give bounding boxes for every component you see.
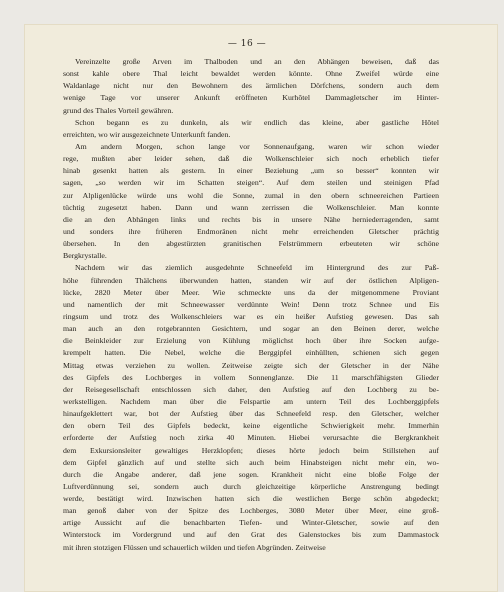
text-line: des Gipfels des Lochberges in vollem Sonnenglanze. Die 11 marschfähigsten Glieder bbox=[63, 372, 439, 382]
body-text bbox=[63, 56, 439, 554]
text-line: dem Gipfel gänzlich auf und stellte sich auch beim Hinabsteigen nicht mehr ein, wo- bbox=[63, 457, 439, 467]
text-line: werde, bestätigt wird. Inzwischen hatten sich die westlichen Berge schön abgedeckt; bbox=[63, 494, 439, 504]
text-line: sonst kahle obere Thal leicht bewaldet werden könnte. Ohne Zweifel würde eine bbox=[63, 69, 439, 79]
paragraph bbox=[63, 56, 439, 117]
text-line: grund des Thales Vorteil gewähren. bbox=[63, 105, 174, 115]
text-line: und namentlich der mit Schneewasser verdünnte Wein! Denn trotz Schnee und Eis bbox=[63, 299, 439, 309]
text-line: erforderte der Aufstieg noch zirka 40 Minuten. Hiebei verursachte die Bergkrankheit bbox=[63, 433, 439, 443]
text-line: lücke, 2820 Meter über Meer. Wie schmeckte uns da der mitgenommene Proviant bbox=[63, 287, 439, 297]
text-line: tüchtig zugesetzt haben. Dann und wann zerrissen die Wolkenschleier. Man konnte bbox=[63, 202, 439, 212]
text-line: hinaufgeklettert war, bot der Aufstieg über das Schneefeld resp. den Gletscher, welcher bbox=[63, 409, 439, 419]
text-line: wenige Tage vor unserer Ankunft eröffneten Kurhôtel Dammagletscher im Hinter- bbox=[63, 93, 439, 103]
text-line: durch die Angabe anderer, daß jene sogen. Krankheit nicht eine bloße Folge der bbox=[63, 469, 439, 479]
text-line: rege, mußten aber leider sehen, daß die Wolkenschleier sich noch erheblich tiefer bbox=[63, 154, 439, 164]
text-line: hinab gesenkt hatten als gestern. In einer Beziehung „um so besser“ konnten wir bbox=[63, 166, 439, 176]
text-line: die Beinkleider zur Erzielung von Kühlung möglichst hoch über ihre Socken aufge- bbox=[63, 336, 439, 346]
text-line: Winterstock im Vordergrund und auf den Grat des Galenstockes bis zum Dammastock bbox=[63, 530, 439, 540]
text-line: höhe führenden Thälchens überwunden hatten, standen wir auf der östlichen Alpligen- bbox=[63, 275, 439, 285]
text-line: und sonders ihre früheren Endmoränen nicht mehr erreichenden Gletscher prächtig bbox=[63, 226, 439, 236]
text-line: Waldanlage nicht nur den Bewohnern des ärmlichen Dörfchens, sondern auch dem bbox=[63, 81, 439, 91]
text-line: Vereinzelte große Arven im Thalboden und an den Abhängen beweisen, daß das bbox=[75, 57, 439, 66]
page-number: — 16 — bbox=[227, 39, 267, 49]
text-line: man auch an den rotgebrannten Gesichtern, und sogar an den Beinen derer, welche bbox=[63, 324, 439, 334]
text-line: krempelt hatten. Die Nebel, welche die Berggipfel einhüllten, schienen sich gegen bbox=[63, 348, 439, 358]
text-line: Am andern Morgen, schon lange vor Sonnenaufgang, waren wir schon wieder bbox=[75, 141, 439, 151]
text-line: mit ihren stotzigen Flüssen und schauerlich wilden und tiefen Abgründen. Zeitweise bbox=[63, 542, 326, 552]
text-line: übersehen. In den abgestürzten granitischen Felstrümmern erbeuteten wir schöne bbox=[63, 239, 439, 249]
text-line: sagen, „so werden wir im Schatten steigen“. Auf dem steilen und steinigen Pfad bbox=[63, 178, 439, 188]
text-line: den obern Teil des Gipfels bedeckt, keine eigentliche Schwierigkeit mehr. Immerhin bbox=[63, 421, 439, 431]
text-line: die an den Abhängen links und rechts bis in unsere Nähe herniederragenden, samt bbox=[63, 214, 439, 224]
paragraph bbox=[63, 141, 439, 262]
text-line: Schon begann es zu dunkeln, als wir endlich das kleine, aber gastliche Hôtel bbox=[75, 117, 439, 127]
text-line: zur Alpligenlücke würde uns wohl die Sonne, zumal in den obern schneereichen Partieen bbox=[63, 190, 439, 200]
text-line: ringsum und trotz des Wolkenschleiers war es ein heißer Aufstieg gewesen. Das sah bbox=[63, 311, 439, 321]
text-line: Bergkrystalle. bbox=[63, 251, 107, 261]
text-line: werkstelligen. Nachdem man über die Felspartie am untern Teil des Lochberggipfels bbox=[63, 396, 439, 406]
text-line: dem Exkursionsleiter gewaltiges Herzklopfen; dieses hörte jedoch beim Stillstehen auf bbox=[63, 445, 439, 455]
text-line: Luftverdünnung sei, sondern auch durch gleichzeitige körperliche Anstrengung bedingt bbox=[63, 481, 439, 491]
text-line: der Reisegesellschaft entschlossen sich daher, den Aufstieg auf den Lochberg zu be- bbox=[63, 384, 439, 394]
text-line: man genoß daher von der Spitze des Lochberges, 3080 Meter über Meer, eine groß- bbox=[63, 506, 439, 516]
paragraph bbox=[63, 262, 439, 553]
paragraph bbox=[63, 117, 439, 141]
text-line: Mittag etwas verziehen zu wollen. Zeitweise zeigte sich der Gletscher in der Nähe bbox=[63, 360, 439, 370]
text-line: Nachdem wir das ziemlich ausgedehnte Schneefeld im Hintergrund des zur Paß- bbox=[75, 263, 439, 273]
text-line: artige Aussicht auf die benachbarten Tiefen- und Winter-Gletscher, sowie auf den bbox=[63, 518, 439, 528]
text-line: erreichten, wo wir ausgezeichnete Unterkunft fanden. bbox=[63, 129, 231, 139]
